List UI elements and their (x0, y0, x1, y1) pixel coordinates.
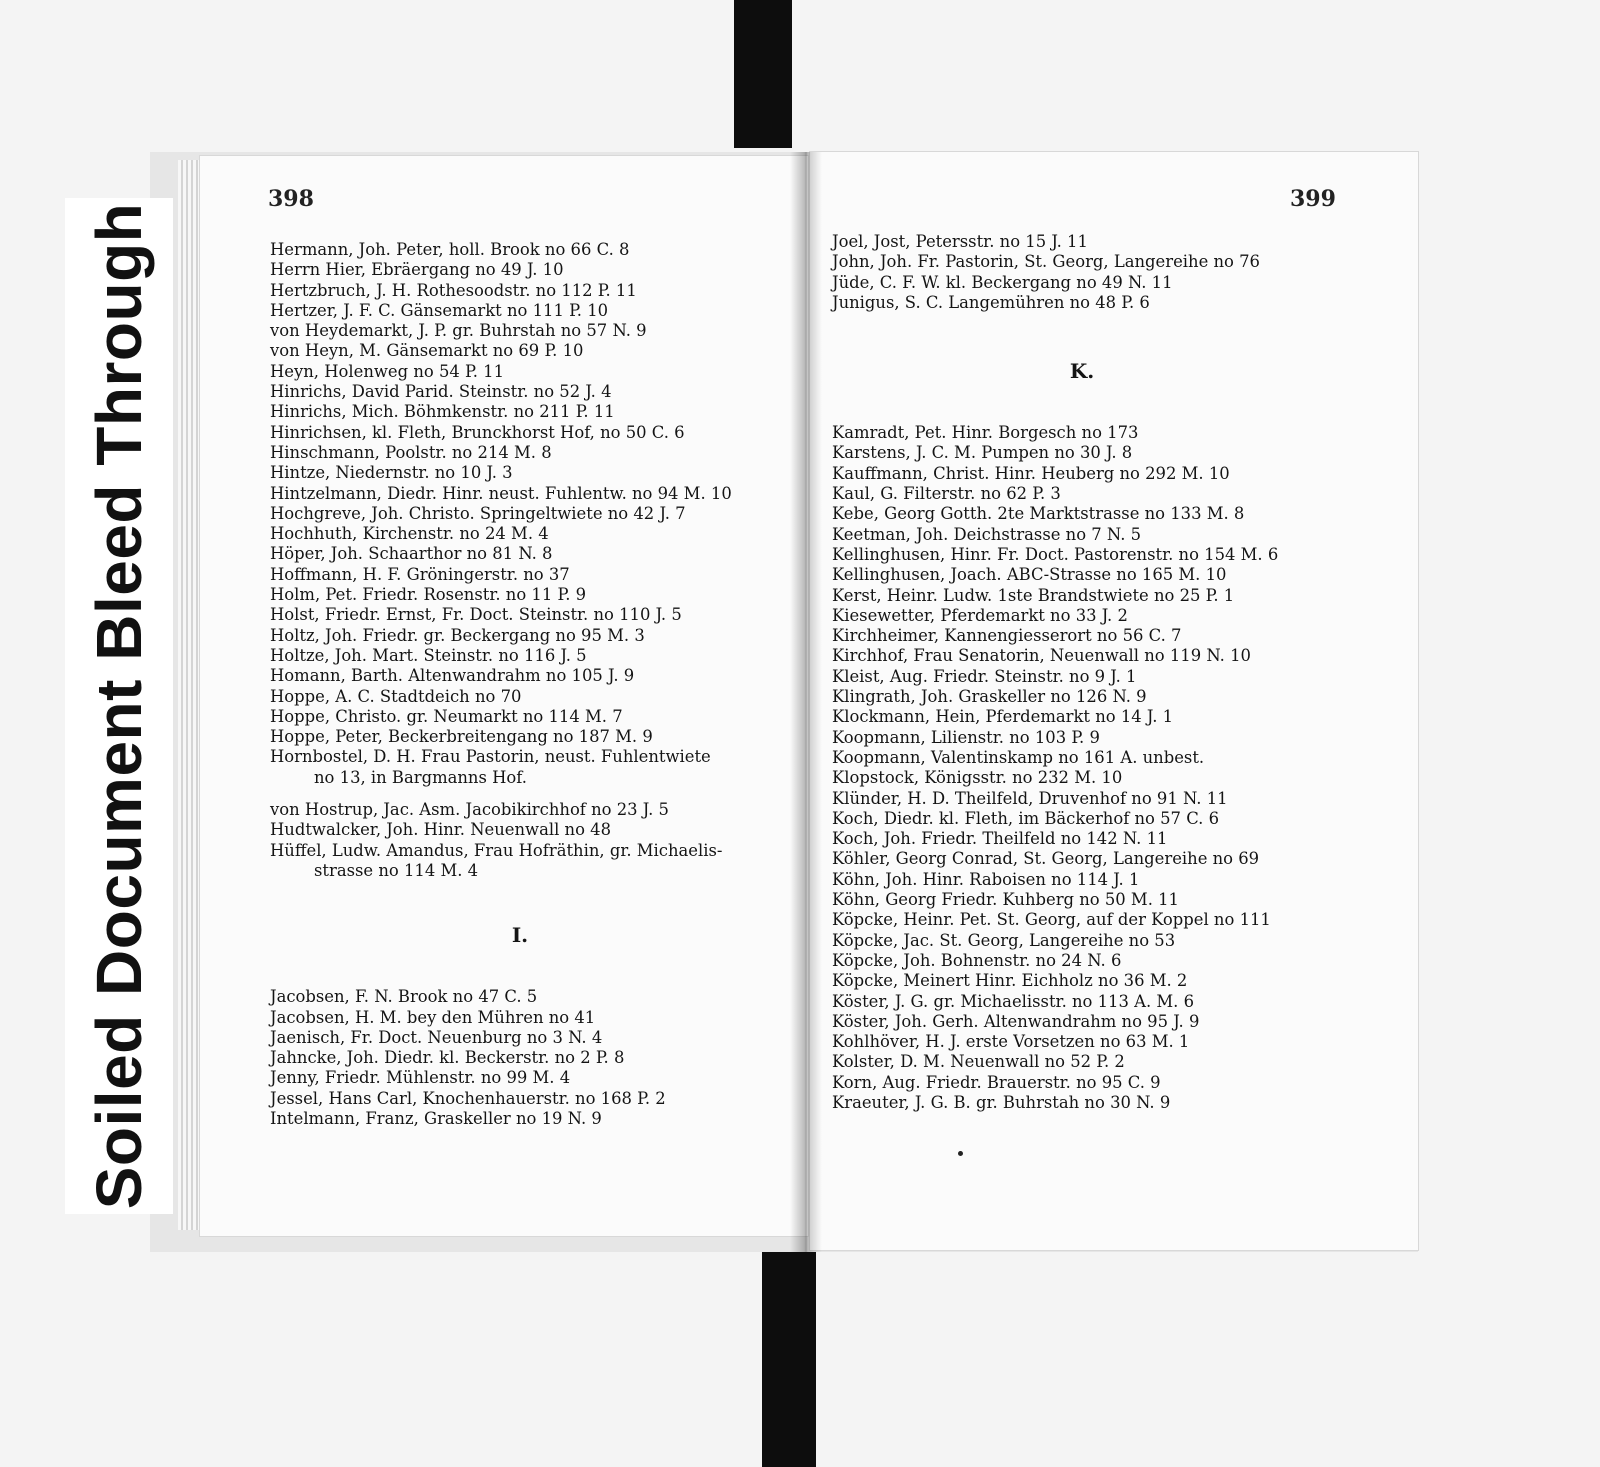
scanner-clamp-bottom (762, 1252, 816, 1467)
directory-entry: Kellinghusen, Joach. ABC-Strasse no 165 M. 10 (832, 565, 1227, 585)
directory-entry: Kolster, D. M. Neuenwall no 52 P. 2 (832, 1052, 1125, 1072)
directory-entry: Homann, Barth. Altenwandrahm no 105 J. 9 (270, 666, 635, 686)
directory-entry: Kellinghusen, Hinr. Fr. Doct. Pastorenstr. no 154 M. 6 (832, 544, 1279, 564)
directory-entry: von Heydemarkt, J. P. gr. Buhrstah no 57 N. 9 (270, 321, 647, 341)
directory-entry: Hoffmann, H. F. Gröningerstr. no 37 (270, 564, 570, 584)
section-heading-i: I. (511, 923, 529, 948)
section-heading-k: K. (1069, 359, 1095, 384)
section-h-entries (270, 240, 790, 881)
directory-entry: Kiesewetter, Pferdemarkt no 33 J. 2 (832, 605, 1128, 625)
directory-entry: Koch, Diedr. kl. Fleth, im Bäckerhof no 57 C. 6 (832, 808, 1219, 828)
directory-entry: von Heyn, M. Gänsemarkt no 69 P. 10 (270, 341, 584, 361)
directory-entry: Kaul, G. Filterstr. no 62 P. 3 (832, 484, 1061, 504)
directory-entry: Köpcke, Meinert Hinr. Eichholz no 36 M. 2 (832, 971, 1188, 991)
directory-entry: Jüde, C. F. W. kl. Beckergang no 49 N. 11 (832, 272, 1173, 292)
directory-entry: Köpcke, Heinr. Pet. St. Georg, auf der Koppel no 111 (832, 910, 1271, 930)
directory-entry: Holm, Pet. Friedr. Rosenstr. no 11 P. 9 (270, 585, 587, 605)
directory-entry: Hoppe, Christo. gr. Neumarkt no 114 M. 7 (270, 706, 623, 726)
directory-entry: John, Joh. Fr. Pastorin, St. Georg, Langereihe no 76 (832, 252, 1260, 272)
section-k-entries (832, 423, 1352, 1113)
directory-entry: Hudtwalcker, Joh. Hinr. Neuenwall no 48 (270, 820, 612, 840)
directory-entry: Klünder, H. D. Theilfeld, Druvenhof no 91 N. 11 (832, 788, 1228, 808)
directory-entry: Köpcke, Joh. Bohnenstr. no 24 N. 6 (832, 950, 1122, 970)
section-i-entries (270, 987, 790, 1129)
directory-entry: Kohlhöver, H. J. erste Vorsetzen no 63 M. 1 (832, 1032, 1190, 1052)
page-number-right: 399 (1290, 186, 1336, 212)
book-spine (790, 152, 822, 1252)
directory-entry: Klingrath, Joh. Graskeller no 126 N. 9 (832, 687, 1147, 707)
directory-entry: Köster, Joh. Gerh. Altenwandrahm no 95 J. 9 (832, 1011, 1200, 1031)
directory-entry: Keetman, Joh. Deichstrasse no 7 N. 5 (832, 524, 1142, 544)
section-j-entries (832, 232, 1352, 313)
directory-entry: Kirchheimer, Kannengiesserort no 56 C. 7 (832, 626, 1182, 646)
directory-entry: Köhler, Georg Conrad, St. Georg, Langereihe no 69 (832, 849, 1260, 869)
directory-entry: Junigus, S. C. Langemühren no 48 P. 6 (832, 292, 1150, 312)
directory-entry: Holst, Friedr. Ernst, Fr. Doct. Steinstr. no 110 J. 5 (270, 605, 682, 625)
directory-entry: Kebe, Georg Gotth. 2te Marktstrasse no 133 M. 8 (832, 504, 1245, 524)
directory-entry: Joel, Jost, Petersstr. no 15 J. 11 (832, 232, 1088, 251)
right-page-column (832, 232, 1352, 1113)
directory-entry-continuation: strasse no 114 M. 4 (314, 860, 479, 880)
directory-entry: Kerst, Heinr. Ludw. 1ste Brandstwiete no 25 P. 1 (832, 585, 1235, 605)
directory-entry: Klockmann, Hein, Pferdemarkt no 14 J. 1 (832, 707, 1174, 727)
directory-entry: Heyn, Holenweg no 54 P. 11 (270, 361, 505, 381)
directory-entry: Hertzer, J. F. C. Gänsemarkt no 111 P. 10 (270, 300, 609, 320)
directory-entry: Koopmann, Lilienstr. no 103 P. 9 (832, 727, 1100, 747)
directory-entry: Kraeuter, J. G. B. gr. Buhrstah no 30 N. 9 (832, 1092, 1171, 1112)
directory-entry: Jaenisch, Fr. Doct. Neuenburg no 3 N. 4 (270, 1027, 603, 1047)
directory-entry: Hoppe, A. C. Stadtdeich no 70 (270, 686, 522, 706)
directory-entry: Kleist, Aug. Friedr. Steinstr. no 9 J. 1 (832, 666, 1137, 686)
directory-entry-continuation: no 13, in Bargmanns Hof. (314, 767, 527, 787)
directory-entry: Hoppe, Peter, Beckerbreitengang no 187 M. 9 (270, 727, 653, 747)
directory-entry: Hüffel, Ludw. Amandus, Frau Hofräthin, gr. Michaelis- (270, 840, 723, 860)
directory-entry: Herrn Hier, Ebräergang no 49 J. 10 (270, 260, 564, 280)
directory-entry: Hertzbruch, J. H. Rothesoodstr. no 112 P. 11 (270, 280, 637, 300)
directory-entry: Köster, J. G. gr. Michaelisstr. no 113 A. M. 6 (832, 991, 1195, 1011)
directory-entry: Hintze, Niedernstr. no 10 J. 3 (270, 463, 513, 483)
directory-entry: Karstens, J. C. M. Pumpen no 30 J. 8 (832, 443, 1133, 463)
directory-entry: Kauffmann, Christ. Hinr. Heuberg no 292 M. 10 (832, 463, 1230, 483)
directory-entry: Koch, Joh. Friedr. Theilfeld no 142 N. 11 (832, 829, 1168, 849)
directory-entry: Hermann, Joh. Peter, holl. Brook no 66 C. 8 (270, 240, 630, 259)
directory-entry: Jahncke, Joh. Diedr. kl. Beckerstr. no 2 P. 8 (270, 1048, 625, 1068)
directory-entry: Hochgreve, Joh. Christo. Springeltwiete no 42 J. 7 (270, 503, 686, 523)
directory-entry: von Hostrup, Jac. Asm. Jacobikirchhof no 23 J. 5 (270, 800, 669, 820)
directory-entry: Holtz, Joh. Friedr. gr. Beckergang no 95 M. 3 (270, 625, 645, 645)
directory-entry: Köhn, Joh. Hinr. Raboisen no 114 J. 1 (832, 869, 1140, 889)
directory-entry: Kirchhof, Frau Senatorin, Neuenwall no 119 N. 10 (832, 646, 1251, 666)
directory-entry: Korn, Aug. Friedr. Brauerstr. no 95 C. 9 (832, 1072, 1161, 1092)
directory-entry: Köhn, Georg Friedr. Kuhberg no 50 M. 11 (832, 890, 1179, 910)
directory-entry: Jacobsen, H. M. bey den Mühren no 41 (270, 1007, 596, 1027)
ink-spot (958, 1151, 963, 1156)
directory-entry: Kamradt, Pet. Hinr. Borgesch no 173 (832, 423, 1139, 443)
document-label: Soiled Document Bleed Through (83, 202, 155, 1210)
directory-entry: Hornbostel, D. H. Frau Pastorin, neust. Fuhlentwiete (270, 747, 711, 767)
directory-entry: Hochhuth, Kirchenstr. no 24 M. 4 (270, 524, 549, 544)
directory-entry: Höper, Joh. Schaarthor no 81 N. 8 (270, 544, 553, 564)
directory-entry: Jessel, Hans Carl, Knochenhauerstr. no 168 P. 2 (270, 1088, 666, 1108)
directory-entry: Hintzelmann, Diedr. Hinr. neust. Fuhlentw. no 94 M. 10 (270, 483, 732, 503)
directory-entry: Hinrichsen, kl. Fleth, Brunckhorst Hof, no 50 C. 6 (270, 422, 685, 442)
directory-entry: Intelmann, Franz, Graskeller no 19 N. 9 (270, 1108, 602, 1128)
directory-entry: Klopstock, Königsstr. no 232 M. 10 (832, 768, 1123, 788)
page-number-left: 398 (268, 186, 314, 212)
directory-entry: Hinrichs, Mich. Böhmkenstr. no 211 P. 11 (270, 402, 615, 422)
scanner-clamp-top (734, 0, 792, 148)
directory-entry: Koopmann, Valentinskamp no 161 A. unbest. (832, 747, 1205, 767)
directory-entry: Köpcke, Jac. St. Georg, Langereihe no 53 (832, 930, 1176, 950)
left-page-column (270, 240, 790, 1129)
directory-entry: Hinrichs, David Parid. Steinstr. no 52 J. 4 (270, 382, 612, 402)
directory-entry: Jacobsen, F. N. Brook no 47 C. 5 (270, 987, 538, 1007)
directory-entry: Jenny, Friedr. Mühlenstr. no 99 M. 4 (270, 1068, 571, 1088)
directory-entry: Hinschmann, Poolstr. no 214 M. 8 (270, 442, 552, 462)
directory-entry: Holtze, Joh. Mart. Steinstr. no 116 J. 5 (270, 645, 587, 665)
